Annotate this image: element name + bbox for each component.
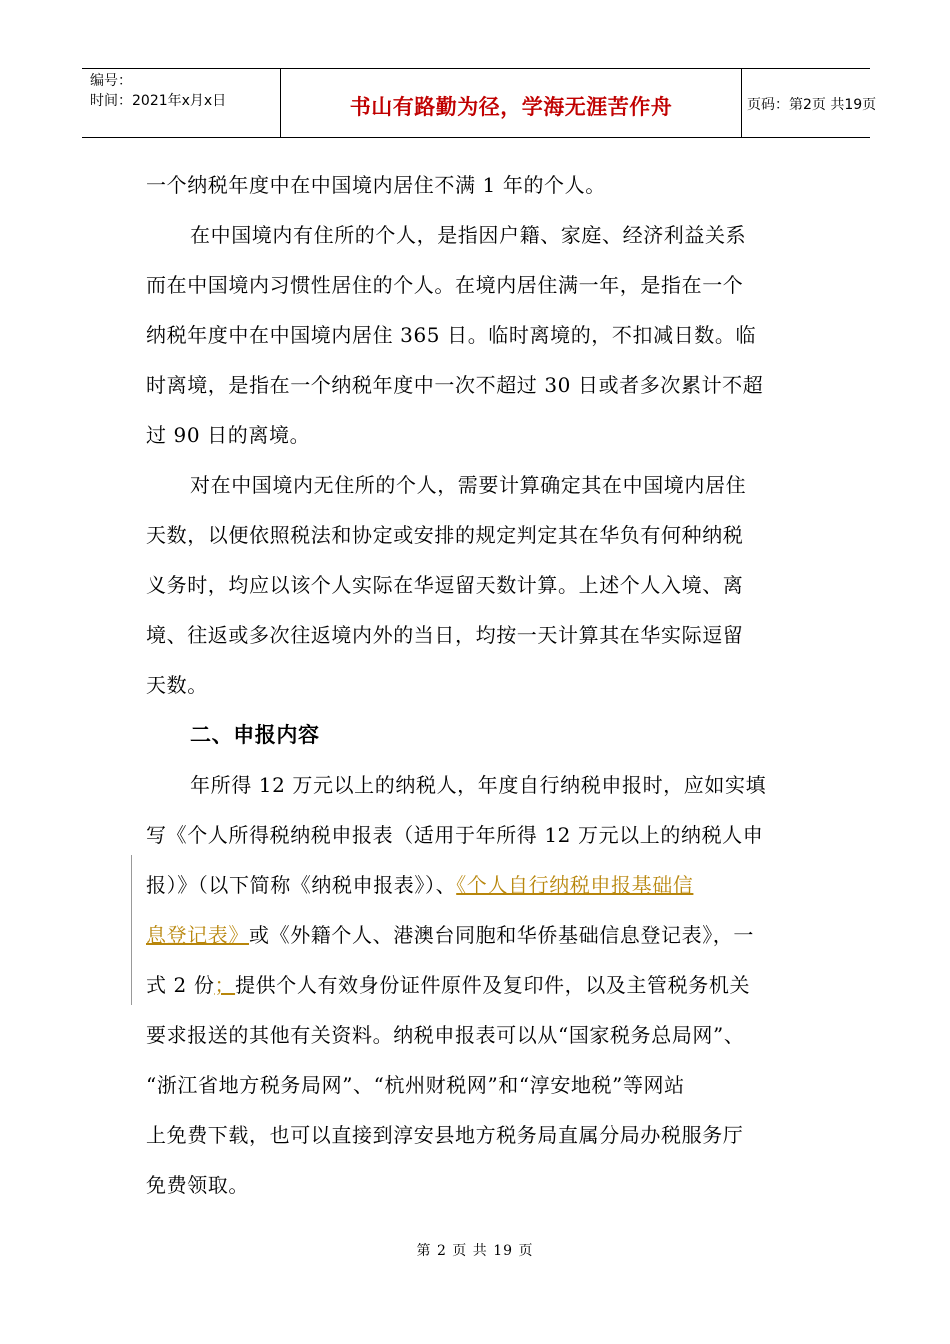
body-line: “浙江省地方税务局网”、“杭州财税网”和“淳安地税”等网站 [146,1073,685,1097]
body-line: 要求报送的其他有关资料。纳税申报表可以从“国家税务总局网”、 [146,1023,745,1047]
registration-form-link[interactable]: 《个人自行纳税申报基础信 [456,873,694,897]
body-line: 上免费下载，也可以直接到淳安县地方税务局直属分局办税服务厅 [146,1123,744,1147]
body-line [146,870,826,900]
body-line: 写《个人所得税纳税申报表（适用于年所得 12 万元以上的纳税人申 [146,823,764,847]
body-line: 一个纳税年度中在中国境内居住不满 1 年的个人。 [146,173,606,197]
body-line: 过 90 日的离境。 [146,423,311,447]
time-label: 时间：2021年x月x日 [90,93,227,109]
body-text: 式 2 份 [146,973,215,997]
body-line [146,970,826,1000]
body-text: 报）》（以下简称《纳税申报表》）、 [146,873,457,897]
section-heading: 二、申报内容 [190,723,320,747]
body-line: 纳税年度中在中国境内居住 365 日。临时离境的，不扣减日数。临 [146,323,757,347]
header-page-number: 页码：第2页 共19页 [747,97,877,113]
body-line: 对在中国境内无住所的个人，需要计算确定其在中国境内居住 [190,473,747,497]
body-line: 免费领取。 [146,1173,249,1197]
body-line [146,920,826,950]
body-line: 而在中国境内习惯性居住的个人。在境内居住满一年，是指在一个 [146,273,744,297]
page-footer: 第 2 页 共 19 页 [416,1243,534,1259]
header-page-cell [741,69,877,137]
header-meta-cell [82,69,280,137]
page-header [82,68,877,138]
body-line: 天数。 [146,673,208,697]
body-line: 境、往返或多次往返境内外的当日，均按一天计算其在华实际逗留 [146,623,744,647]
body-line: 时离境，是指在一个纳税年度中一次不超过 30 日或者多次累计不超 [146,373,764,397]
body-text: 提供个人有效身份证件原件及复印件，以及主管税务机关 [235,973,751,997]
code-label: 编号： [90,73,132,89]
body-text: 或《外籍个人、港澳台同胞和华侨基础信息登记表》，一 [249,923,754,947]
revision-change-bar [131,855,132,1005]
revision-mark[interactable]: ； [214,973,236,997]
header-motto: 书山有路勤为径，学海无涯苦作舟 [349,95,673,119]
body-line: 年所得 12 万元以上的纳税人，年度自行纳税申报时，应如实填 [190,773,767,797]
body-line: 在中国境内有住所的个人，是指因户籍、家庭、经济利益关系 [190,223,747,247]
registration-form-link[interactable]: 息登记表》 [146,923,249,947]
body-line: 义务时，均应以该个人实际在华逗留天数计算。上述个人入境、离 [146,573,744,597]
body-line: 天数，以便依照税法和协定或安排的规定判定其在华负有何种纳税 [146,523,744,547]
header-motto-cell [280,69,742,137]
